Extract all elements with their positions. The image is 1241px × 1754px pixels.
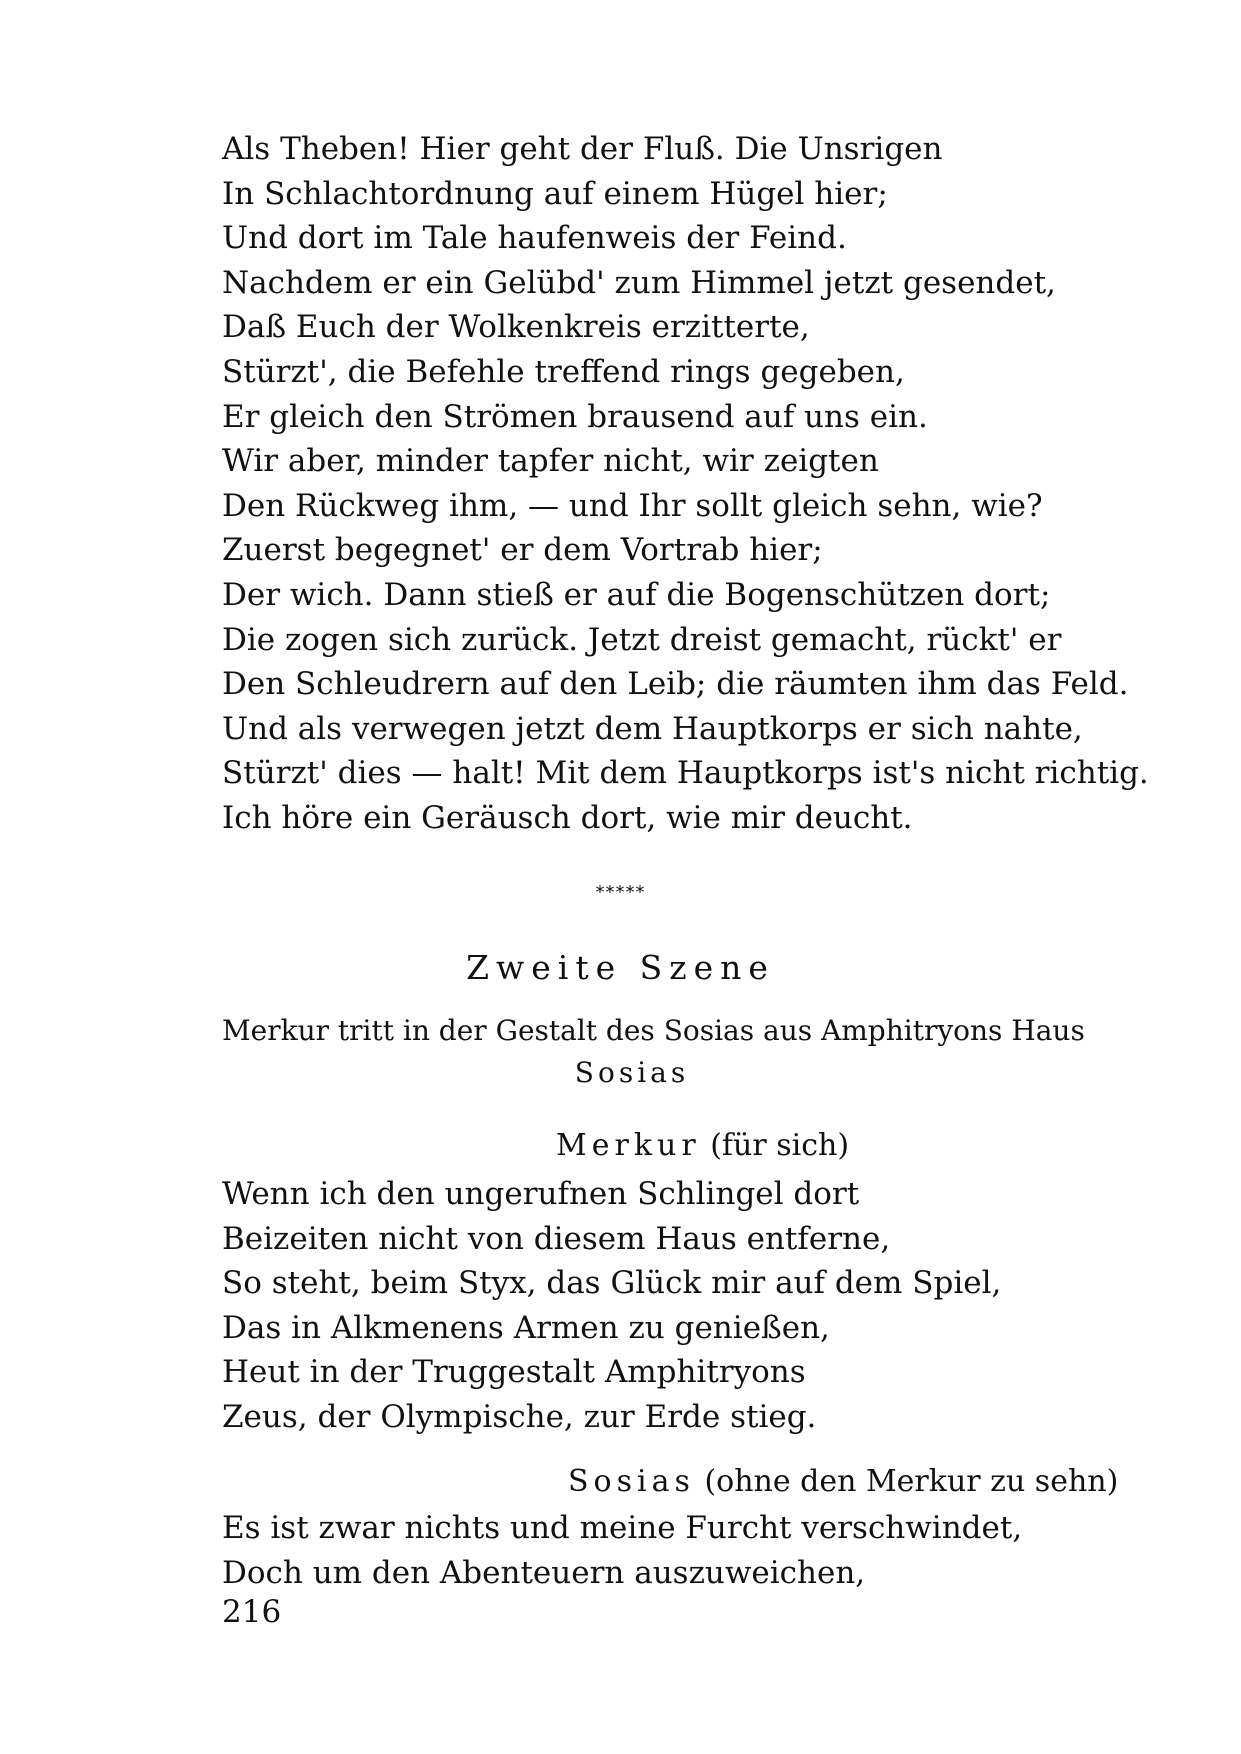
verse-line: Stürzt' dies — halt! Mit dem Hauptkorps ist's nicht richtig. [222, 755, 1149, 792]
verse-line: Das in Alkmenens Armen zu genießen, [222, 1309, 830, 1346]
verse-line: Den Rückweg ihm, — und Ihr sollt gleich sehn, wie? [222, 487, 1043, 524]
verse-line: Und als verwegen jetzt dem Hauptkorps er sich nahte, [222, 710, 1083, 747]
verse-line: Er gleich den Strömen brausend auf uns ein. [222, 398, 928, 435]
stage-direction [222, 1010, 1085, 1094]
verse-line: Die zogen sich zurück. Jetzt dreist gemacht, rückt' er [222, 621, 1062, 658]
speaker-name: Merkur [556, 1128, 701, 1163]
verse-line: Zeus, der Olympische, zur Erde stieg. [222, 1398, 817, 1435]
verse-line: In Schlachtordnung auf einem Hügel hier; [222, 175, 888, 212]
verse-line: Heut in der Truggestalt Amphitryons [222, 1354, 806, 1391]
verse-block-merkur-speech [222, 1172, 1042, 1440]
speaker-aside: (für sich) [710, 1128, 850, 1163]
speaker-name: Sosias [568, 1464, 695, 1499]
verse-line: Der wich. Dann stieß er auf die Bogenschützen dort; [222, 576, 1051, 613]
section-separator: ***** [595, 882, 646, 903]
verse-line: Wenn ich den ungerufnen Schlingel dort [222, 1176, 860, 1212]
verse-line: Beizeiten nicht von diesem Haus entferne, [222, 1220, 891, 1257]
verse-line: Stürzt', die Befehle treffend rings gegeben, [222, 353, 905, 390]
verse-line: Als Theben! Hier geht der Fluß. Die Unsrigen [222, 131, 943, 167]
verse-line: Den Schleudrern auf den Leib; die räumten ihm das Feld. [222, 666, 1129, 703]
verse-line: Es ist zwar nichts und meine Furcht verschwindet, [222, 1510, 1023, 1546]
verse-line: Wir aber, minder tapfer nicht, wir zeigten [222, 443, 879, 480]
verse-line: So steht, beim Styx, das Glück mir auf dem Spiel, [222, 1265, 1002, 1302]
verse-line: Zuerst begegnet' er dem Vortrab hier; [222, 532, 823, 569]
verse-line: Ich höre ein Geräusch dort, wie mir deucht. [222, 799, 913, 836]
stage-direction-text: Merkur tritt in der Gestalt des Sosias aus Amphitryons Haus [222, 1014, 1085, 1047]
stage-direction-character: Sosias [574, 1056, 690, 1089]
verse-line: Daß Euch der Wolkenkreis erzitterte, [222, 309, 810, 346]
verse-block-sosias-monologue [222, 127, 1149, 841]
page-number: 216 [222, 1594, 282, 1630]
scene-heading: Zweite Szene [466, 948, 775, 987]
verse-line: Nachdem er ein Gelübd' zum Himmel jetzt gesendet, [222, 264, 1056, 301]
verse-line: Doch um den Abenteuern auszuweichen, [222, 1554, 866, 1591]
verse-line: Und dort im Tale haufenweis der Feind. [222, 220, 847, 257]
speaker-label-merkur [556, 1128, 849, 1163]
speaker-label-sosias [568, 1464, 1118, 1499]
verse-block-sosias-speech [222, 1506, 1042, 1595]
speaker-aside: (ohne den Merkur zu sehn) [704, 1464, 1119, 1499]
